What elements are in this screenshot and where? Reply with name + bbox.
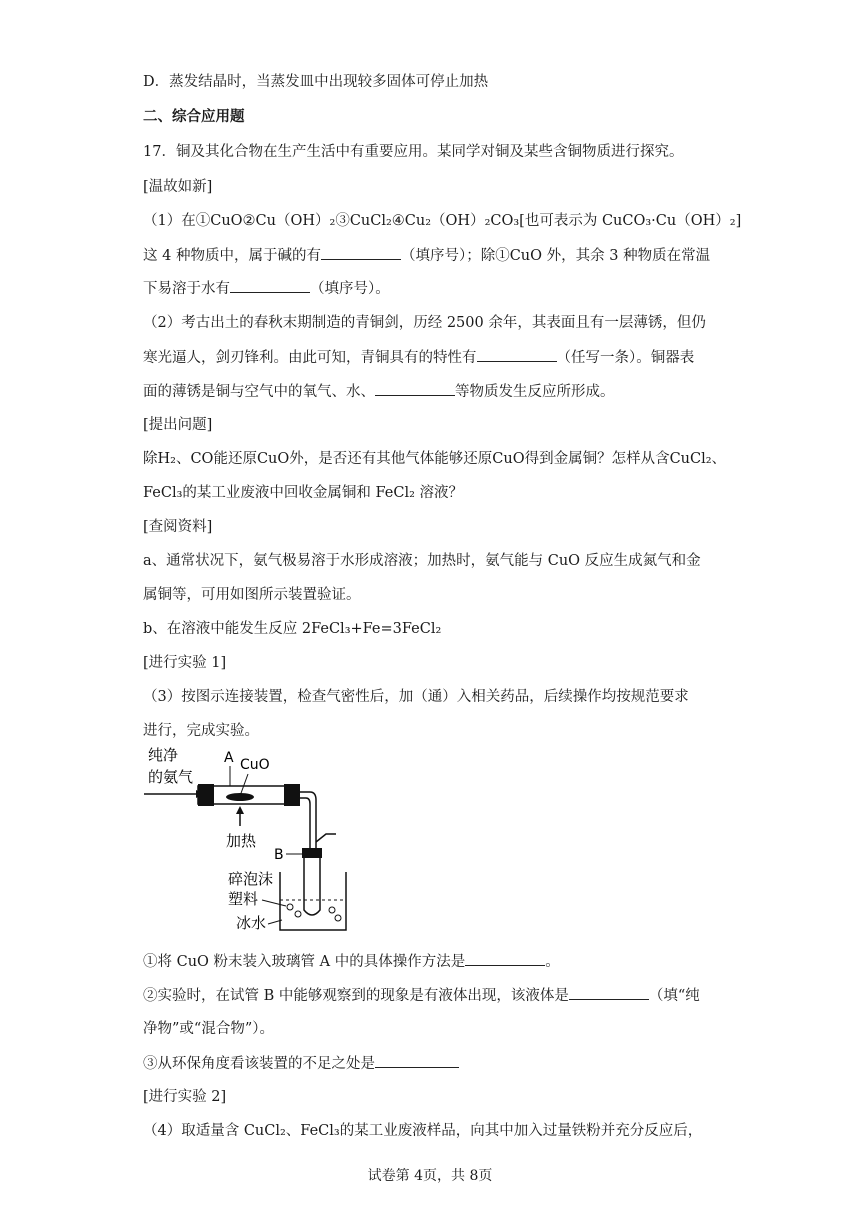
question-line2: FeCl₃的某工业废液中回收金属铜和 FeCl₂ 溶液？: [143, 485, 464, 501]
question-line1: 除H₂、CO能还原CuO外，是否还有其他气体能够还原CuO得到金属铜？怎样从含CuCl₂、: [143, 451, 727, 467]
info-a-line1: a、通常状况下，氨气极易溶于水形成溶液；加热时，氨气能与 CuO 反应生成氮气和金: [143, 553, 701, 569]
answer-blank[interactable]: [477, 347, 557, 362]
cuo-powder: [226, 793, 254, 801]
step2-line2: 净物”或“混合物”）。: [143, 1021, 274, 1037]
step1: [143, 951, 560, 972]
text: 。: [545, 954, 560, 970]
apparatus-diagram: [140, 742, 360, 942]
text: 面的薄锈是铜与空气中的氧气、水、: [143, 384, 375, 400]
pointer-cuo: [240, 774, 248, 796]
text: 寒光逼人，剑刃锋利。由此可知，青铜具有的特性有: [143, 350, 477, 366]
part2-line1: （2）考古出土的春秋末期制造的青铜剑，历经 2500 余年，其表面且有一层薄锈，但仍: [143, 315, 706, 331]
text: ②实验时，在试管 B 中能够观察到的现象是有液体出现，该液体是: [143, 988, 569, 1004]
answer-blank[interactable]: [375, 1053, 459, 1068]
part3-line2: 进行，完成实验。: [143, 723, 259, 739]
part2-line2: [143, 347, 694, 368]
heading-question: [提出问题]: [143, 417, 213, 433]
text: 等物质发生反应所形成。: [455, 384, 615, 400]
label-gas-1: 纯净: [148, 746, 179, 764]
text: 这 4 种物质中，属于碱的有: [143, 248, 321, 264]
part1-line3: [143, 278, 390, 299]
outlet-tube: [316, 834, 336, 842]
text: ③从环保角度看该装置的不足之处是: [143, 1056, 375, 1072]
foam-bubble: [295, 911, 301, 917]
label-foam-1: 碎泡沫: [228, 870, 274, 888]
connecting-tube-inner: [300, 798, 310, 850]
part2-line3: [143, 381, 615, 402]
part1-line1: （1）在①CuO②Cu（OH）₂③CuCl₂④Cu₂（OH）₂CO₃[也可表示为 CuCO₃·Cu（OH）₂]: [143, 213, 742, 229]
label-b: B: [274, 847, 284, 863]
part3-line1: （3）按图示连接装置，检查气密性后，加（通）入相关药品，后续操作均按规范要求: [143, 689, 689, 705]
pointer-foam: [262, 900, 286, 906]
label-cuo: CuO: [240, 757, 270, 773]
label-ice-water: 冰水: [236, 914, 267, 932]
text: ①将 CuO 粉末装入玻璃管 A 中的具体操作方法是: [143, 954, 466, 970]
heat-arrow-head: [236, 806, 244, 814]
text: （填序号）。: [310, 281, 390, 297]
text: （任写一条）。铜器表: [556, 350, 695, 366]
stopper-left: [198, 784, 214, 806]
connecting-tube: [300, 792, 316, 850]
answer-blank[interactable]: [465, 951, 545, 966]
answer-blank[interactable]: [230, 278, 310, 293]
part4-line1: （4）取适量含 CuCl₂、FeCl₃的某工业废液样品，向其中加入过量铁粉并充分反应后，: [143, 1123, 703, 1139]
option-d: D．蒸发结晶时，当蒸发皿中出现较多固体可停止加热: [143, 74, 489, 90]
info-a-line2: 属铜等，可用如图所示装置验证。: [143, 587, 361, 603]
question-17-intro: 17．铜及其化合物在生产生活中有重要应用。某同学对铜及某些含铜物质进行探究。: [143, 144, 684, 160]
label-foam-2: 塑料: [228, 890, 259, 908]
step2-line1: [143, 985, 700, 1006]
section-heading: 二、综合应用题: [143, 108, 245, 125]
text: （填序号）；除①CuO 外，其余 3 种物质在常温: [400, 248, 711, 264]
answer-blank[interactable]: [569, 985, 649, 1000]
heading-experiment-1: [进行实验 1]: [143, 655, 227, 671]
beaker: [280, 872, 346, 930]
info-b: b、在溶液中能发生反应 2FeCl₃+Fe=3FeCl₂: [143, 621, 442, 637]
foam-bubble: [335, 915, 341, 921]
stopper-right: [284, 784, 300, 806]
answer-blank[interactable]: [321, 245, 401, 260]
label-a: A: [224, 750, 234, 766]
foam-bubble: [329, 907, 335, 913]
test-tube-b: [304, 858, 320, 915]
heading-experiment-2: [进行实验 2]: [143, 1089, 227, 1105]
heading-review: [温故如新]: [143, 179, 213, 195]
text: 下易溶于水有: [143, 281, 230, 297]
page-footer: 试卷第 4页，共 8页: [367, 1168, 493, 1184]
foam-bubble: [287, 904, 293, 910]
answer-blank[interactable]: [375, 381, 455, 396]
step3: [143, 1053, 459, 1074]
part1-line2: [143, 245, 710, 266]
label-heat: 加热: [226, 832, 257, 850]
label-gas-2: 的氨气: [148, 768, 194, 786]
stopper-b: [302, 848, 322, 858]
text: （填“纯: [648, 988, 700, 1004]
heading-lookup: [查阅资料]: [143, 519, 213, 535]
